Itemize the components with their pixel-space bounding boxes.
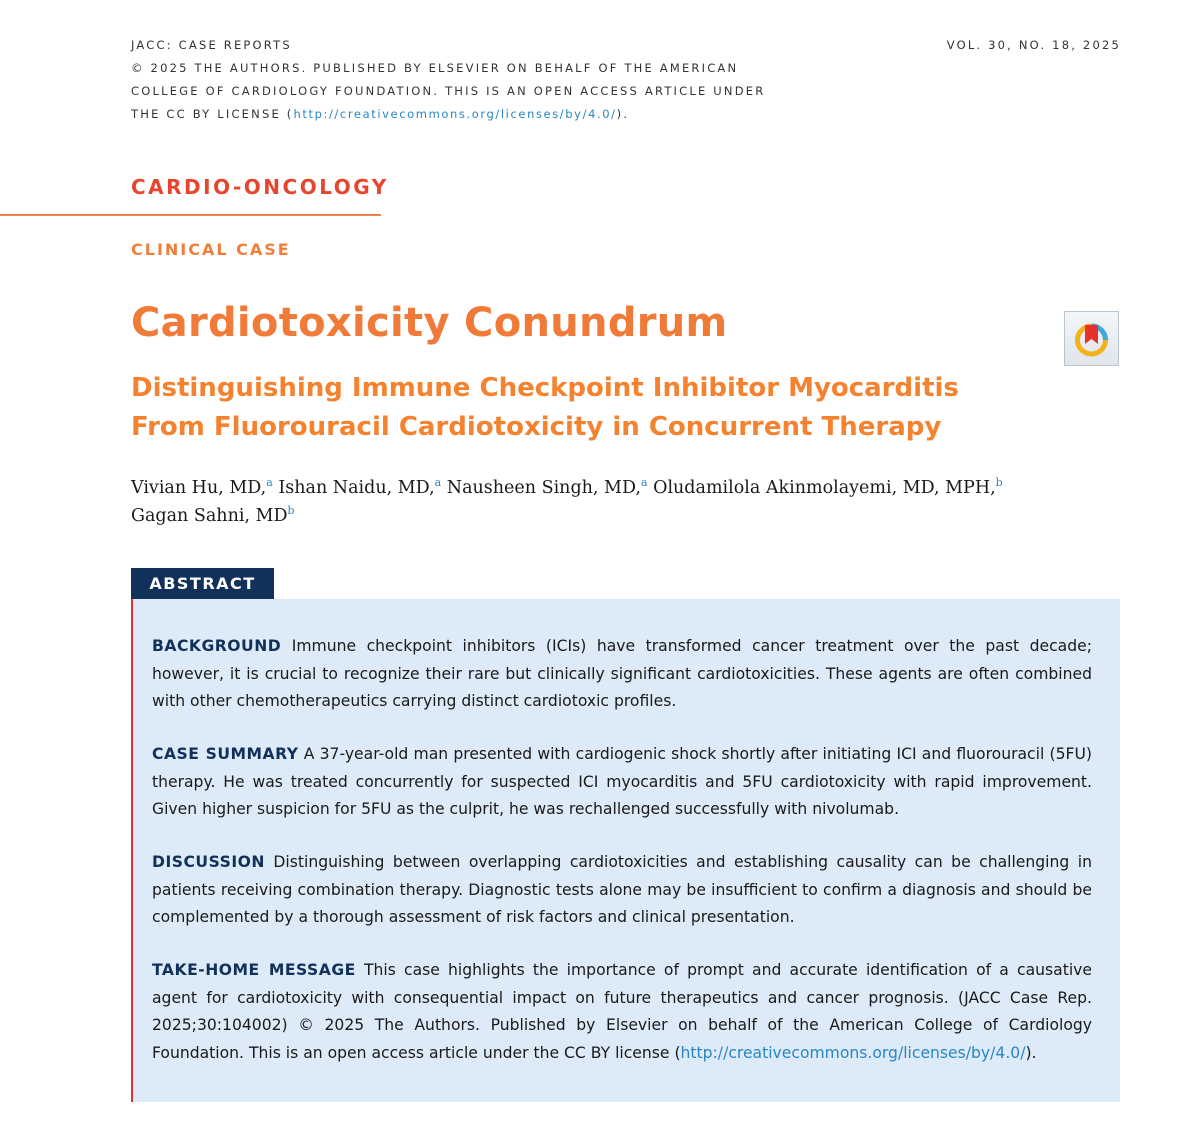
author-list [131, 474, 1031, 530]
case-summary-label: CASE SUMMARY [152, 745, 299, 763]
take-home-license-link[interactable]: http://creativecommons.org/licenses/by/4.0/ [680, 1043, 1026, 1062]
abstract-case-summary [152, 741, 1092, 824]
license-line-3-post: ). [616, 107, 630, 121]
subtitle-line-1: Distinguishing Immune Checkpoint Inhibitor Myocarditis [131, 373, 959, 403]
author: Ishan Naidu, MD,$^a$ [278, 476, 442, 498]
article-title: Cardiotoxicity Conundrum [131, 300, 728, 346]
volume-info: VOL. 30, NO. 18, 2025 [946, 38, 1121, 52]
author: Gagan Sahni, $MD^b$ [131, 504, 295, 526]
take-home-text: This case highlights the importance of prompt and accurate identification of a causative agent for cardiotoxicity with consequential impact on future therapeutics and cancer prognosis. (JACC Case Rep. 2025;30:104002) © 2025 The Authors. Published by Elsevier on behalf of the American College of Cardiology Foundation. This is an open access article under the CC BY license ( [152, 961, 1093, 1062]
background-label: BACKGROUND [152, 637, 282, 655]
subtitle-line-2: From Fluorouracil Cardiotoxicity in Concurrent Therapy [131, 412, 942, 442]
license-line-3-pre: THE CC BY LICENSE ( [131, 107, 294, 121]
discussion-text: Distinguishing between overlapping cardiotoxicities and establishing causality can be challenging in patients receiving combination therapy. Diagnostic tests alone may be insufficient to confirm a diagnosis and should be complemented by a thorough assessment of risk factors and clinical presentation. [152, 853, 1092, 926]
license-line-1: © 2025 THE AUTHORS. PUBLISHED BY ELSEVIER ON BEHALF OF THE AMERICAN [131, 61, 739, 75]
license-line-2: COLLEGE OF CARDIOLOGY FOUNDATION. THIS IS AN OPEN ACCESS ARTICLE UNDER [131, 84, 766, 98]
author: Vivian Hu, MD,$^a$ [131, 476, 273, 498]
crossmark-button[interactable] [1064, 311, 1119, 366]
abstract-tab: ABSTRACT [131, 568, 274, 599]
take-home-end: ). [1025, 1043, 1037, 1062]
discussion-label: DISCUSSION [152, 853, 265, 871]
case-summary-text: A 37-year-old man presented with cardiogenic shock shortly after initiating ICI and fluorouracil (5FU) therapy. He was treated concurrently for suspected ICI myocarditis and 5FU cardiotoxicity with rapid improvement. Given higher suspicion for 5FU as the culprit, he was rechallenged successfully with nivolumab. [152, 745, 1092, 818]
author: Nausheen Singh, MD,$^a$ [446, 476, 648, 498]
article-subtitle [131, 369, 1011, 447]
abstract-background [152, 633, 1092, 716]
section-divider [0, 214, 381, 216]
abstract-take-home [152, 957, 1092, 1067]
background-text: Immune checkpoint inhibitors (ICIs) have transformed cancer treatment over the past decade; however, it is crucial to recognize their rare but clinically significant cardiotoxicities. These agents are often combined with other chemotherapeutics carrying distinct cardiotoxic profiles. [152, 637, 1092, 710]
license-link[interactable]: http://creativecommons.org/licenses/by/4.0/ [293, 107, 617, 121]
crossmark-icon [1065, 312, 1118, 365]
case-type-label: CLINICAL CASE [131, 240, 291, 259]
abstract-discussion [152, 849, 1092, 932]
author: Oludamilola Akinmolayemi, MD, MPH,$^b$ [653, 476, 1003, 498]
journal-name: JACC: CASE REPORTS [131, 38, 292, 52]
section-label: CARDIO-ONCOLOGY [131, 175, 389, 199]
take-home-label: TAKE-HOME MESSAGE [152, 961, 356, 979]
journal-header [131, 34, 765, 126]
license-line-3 [131, 103, 765, 126]
